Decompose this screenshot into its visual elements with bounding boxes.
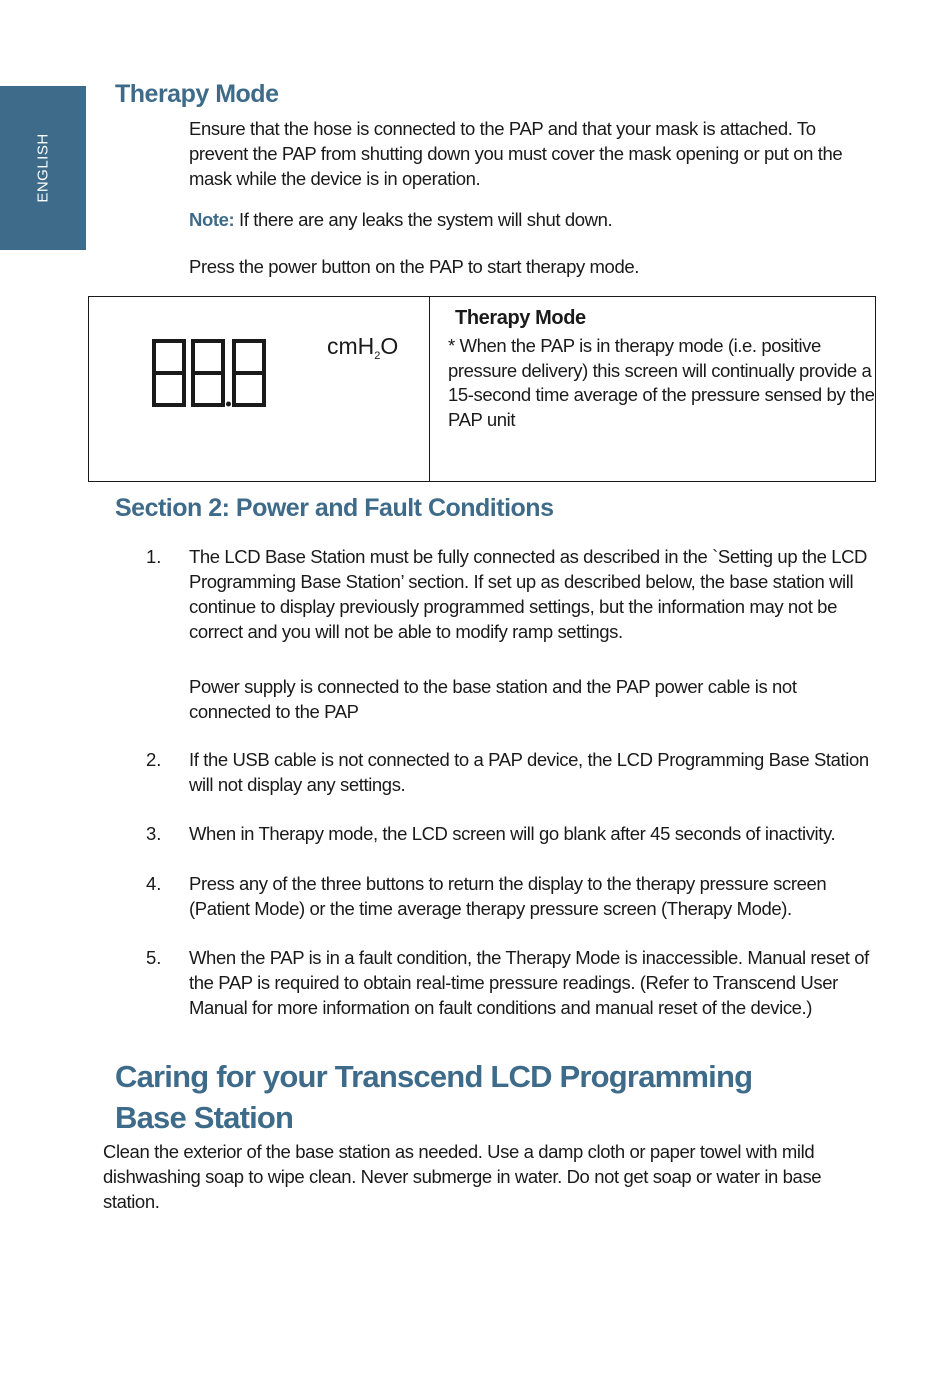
list-item-text: When in Therapy mode, the LCD screen will go blank after 45 seconds of inactivity.: [189, 823, 836, 844]
list-item-number: 4.: [146, 873, 162, 894]
list-item-text: When the PAP is in a fault condition, the Therapy Mode is inaccessible. Manual reset of the PAP is required to obtain real-time pressure readings. (Refer to Transcend User Manual for more information on fault conditions and manual reset of the device.): [189, 947, 869, 1018]
language-tab: [0, 86, 86, 250]
therapy-mode-intro: Ensure that the hose is connected to the PAP and that your mask is attached. To prevent the PAP from shutting down you must cover the mask opening or put on the mask while the device is in operation.: [189, 118, 843, 189]
list-item-number: 2.: [146, 749, 162, 770]
therapy-mode-note: [189, 207, 879, 232]
list-item-text: Press any of the three buttons to return the display to the therapy pressure screen (Patient Mode) or the time average therapy pressure screen (Therapy Mode).: [189, 873, 827, 919]
list-item-number: 3.: [146, 823, 162, 844]
pressure-unit-label: cmH$_2$O: [327, 333, 399, 362]
section2-heading: Section 2: Power and Fault Conditions: [115, 494, 554, 522]
decimal-point: [226, 402, 231, 407]
list-item-text: The LCD Base Station must be fully connected as described in the `Setting up the LCD Programming Base Station’ section. If set up as described below, the base station will continue to display previously programmed settings, but the information may not be correct and you will not be able to modify ramp settings.: [189, 546, 868, 642]
therapy-mode-display-box: [88, 296, 876, 482]
press-power-instruction: Press the power button on the PAP to start therapy mode.: [189, 256, 639, 277]
note-text: If there are any leaks the system will shut down.: [234, 209, 613, 230]
caring-heading: Caring for your Transcend LCD Programming Base Station: [115, 1059, 753, 1135]
therapy-mode-heading: Therapy Mode: [115, 80, 279, 108]
box-description: * When the PAP is in therapy mode (i.e. positive pressure delivery) this screen will continually provide a 15-second time average of the pressure sensed by the PAP unit: [448, 335, 875, 430]
list-item-number: 5.: [146, 947, 162, 968]
list-item-number: 1.: [146, 546, 162, 567]
seven-segment-display: [151, 337, 269, 411]
list-item-text: If the USB cable is not connected to a PAP device, the LCD Programming Base Station will not display any settings.: [189, 749, 869, 795]
box-title: Therapy Mode: [455, 307, 586, 329]
box-divider: [429, 297, 430, 481]
list-item-text: Power supply is connected to the base station and the PAP power cable is not connected to the PAP: [189, 676, 797, 722]
caring-text: Clean the exterior of the base station as needed. Use a damp cloth or paper towel with mild dishwashing soap to wipe clean. Never submerge in water. Do not get soap or water in base station.: [103, 1141, 822, 1212]
language-tab-label: ENGLISH: [34, 133, 52, 203]
note-label: Note:: [189, 209, 235, 230]
